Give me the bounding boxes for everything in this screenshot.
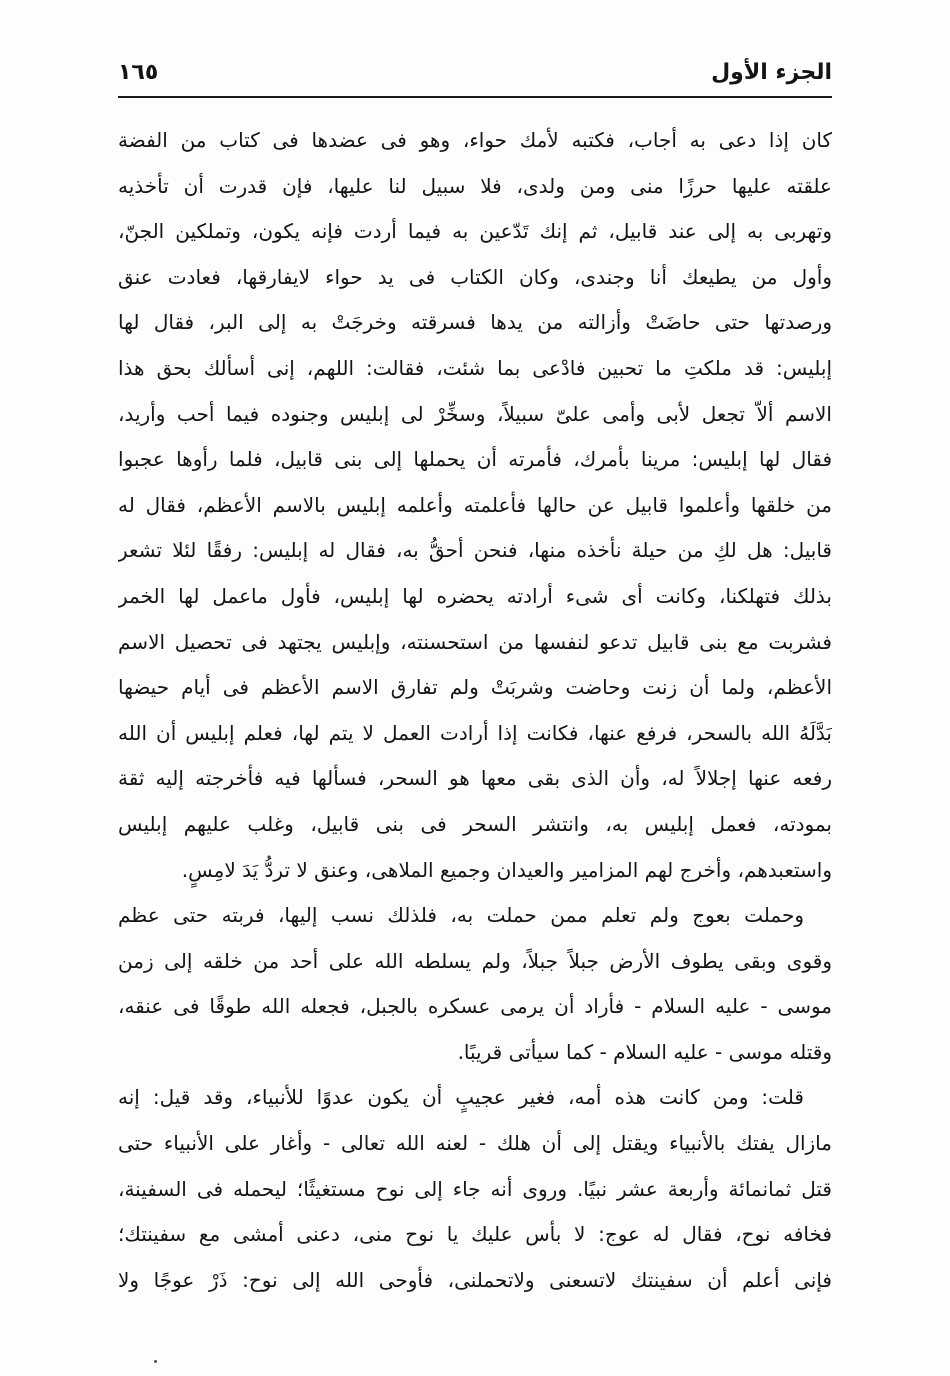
body-text	[118, 118, 832, 1303]
paragraph-end-line: واستعبدهم، وأخرج لهم المزامير والعيدان وجميع الملاهى، وعنق لا تردُّ يَدَ لامِسٍ.	[181, 857, 832, 882]
text-line: موسى - عليه السلام - فأراد أن يرمى عسكره بالجبل، فجعله الله طوقًا فى عنقه،	[118, 994, 832, 1019]
text-line: بذلك فتهلكنا، وكانت أى شىء أرادته يحضره لها إبليس، فأول ماعمل لها الخمر	[118, 583, 832, 608]
page-number: ١٦٥	[118, 60, 159, 85]
text-line: فإنى أعلم أن سفينتك لاتسعنى ولاتحملنى، فأوحى الله إلى نوح: ذَرْ عوجًا ولا	[118, 1267, 832, 1292]
text-line: من خلقها وأعلموا قابيل عن حالها فأعلمته وأعلمه إبليس بالاسم الأعظم، فقال له	[118, 492, 832, 517]
text-line: فقال لها إبليس: مرينا بأمرك، فأمرته أن يحملها إلى بنى قابيل، فلما رأوها عجبوا	[118, 447, 832, 472]
paragraph-start-line: وحملت بعوج ولم تعلم ممن حملت به، فلذلك نسب إليها، فربته حتى عظم	[118, 903, 804, 928]
paragraph-start-line: قلت: ومن كانت هذه أمه، فغير عجيبٍ أن يكون عدوًا للأنبياء، وقد قيل: إنه	[118, 1085, 804, 1110]
text-line: بَدَّلَهُ الله بالسحر، فرفع عنها، فكانت إذا أرادت العمل لا يتم لها، فعلم إبليس أن الله	[118, 720, 832, 745]
text-line: وأول من يطيعك أنا وجندى، وكان الكتاب فى يد حواء لايفارقها، فعادت عنق	[118, 264, 832, 289]
text-line: وتهربى به إلى عند قابيل، ثم إنك تَدّعين به فيما أردت فإنه يكون، وتملكين الجنّ،	[118, 219, 832, 244]
text-line: قابيل: هل لكِ من حيلة نأخذه منها، فنحن أحقُّ به، فقال له إبليس: رفقًا لئلا تشعر	[118, 538, 832, 563]
text-line: الاسم ألاّ تجعل لأبى وأمى علىّ سبيلاً، وسخِّرْ لى إبليس وجنوده فيما أحب وأريد،	[118, 401, 832, 426]
text-line: رفعه عنها إجلالاً له، وأن الذى بقى معها هو السحر، فسألها فيه فأخرجته إليه ثقة	[118, 766, 832, 791]
paragraph-end-line: وقتله موسى - عليه السلام - كما سيأتى قريبًا.	[457, 1039, 832, 1064]
text-line: فشربت مع بنى قابيل تدعو لنفسها من استحسنته، وإبليس يجتهد فى تحصيل الاسم	[118, 629, 832, 654]
header-title: الجزء الأول	[711, 60, 832, 85]
text-line: الأعظم، ولما أن زنت وحاضت وشربَتْ ولم تفارق الاسم الأعظم فى أيام حيضها	[118, 675, 832, 700]
text-line: علقته عليها حرزًا منى ومن ولدى، فلا سبيل لنا عليها، فإن قدرت أن تأخذيه	[118, 173, 832, 198]
running-header	[118, 58, 832, 98]
text-line: وقوى وبقى يطوف الأرض جبلاً جبلاً، ولم يسلطه الله على أحد من خلقه إلى زمن	[118, 948, 832, 973]
stray-ink-dot	[154, 1360, 157, 1363]
text-line: بمودته، فعمل إبليس به، وانتشر السحر فى بنى قابيل، وغلب عليهم إبليس	[118, 811, 832, 836]
text-line: إبليس: قد ملكتِ ما تحبين فادْعى بما شئت، فقالت: اللهم، إنى أسألك بحق هذا	[118, 355, 832, 380]
text-line: كان إذا دعى به أجاب، فكتبه لأمك حواء، وهو فى عضدها فى كتاب من الفضة	[118, 128, 832, 152]
text-line: فخافه نوح، فقال له عوج: لا بأس عليك يا نوح منى، دعنى أمشى مع سفينتك؛	[118, 1222, 832, 1247]
text-line: ورصدتها حتى حاضَتْ وأزالته من يدها فسرقته وخرجَتْ به إلى البر، فقال لها	[118, 310, 832, 335]
text-line: مازال يفتك بالأنبياء ويقتل إلى أن هلك - لعنه الله تعالى - وأغار على الأنبياء حتى	[118, 1131, 832, 1156]
text-line: قتل ثمانمائة وأربعة عشر نبيًا. وروى أنه جاء إلى نوح مستغيثًا؛ ليحمله فى السفينة،	[118, 1176, 832, 1201]
